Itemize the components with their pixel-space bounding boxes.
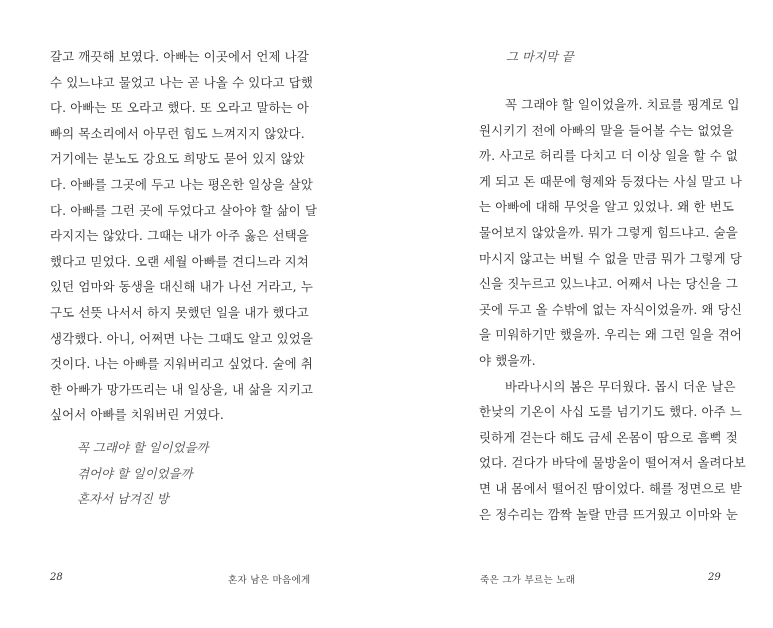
text-line: 면 내 몸에서 떨어진 땀이었다. 해를 정면으로 받 xyxy=(479,480,742,496)
text-line: 한 아빠가 망가뜨리는 내 일상을, 내 삶을 지키고 xyxy=(50,381,313,397)
text-line: 었다. 걷다가 바닥에 물방울이 떨어져서 올려다보 xyxy=(479,455,746,471)
text-line: 다. 아빠를 그곳에 두고 나는 평온한 일상을 살았 xyxy=(50,176,313,192)
left-page xyxy=(0,0,386,628)
text-line: 릿하게 걷는다 해도 금세 온몸이 땀으로 흠뻑 젖 xyxy=(479,429,738,445)
text-line: 마시지 않고는 버틸 수 없을 만큼 뭐가 그렇게 당 xyxy=(479,250,742,266)
text-line: 야 했을까. xyxy=(479,352,536,368)
poem-verse xyxy=(77,435,209,512)
page-number: 29 xyxy=(708,572,721,583)
text-line: 은 정수리는 깜짝 놀랄 만큼 뜨거웠고 이마와 눈 xyxy=(479,506,738,522)
text-line: 꼭 그래야 할 일이었을까. 치료를 핑계로 입 xyxy=(505,97,740,112)
text-line: 거기에는 분노도 강요도 희망도 묻어 있지 않았 xyxy=(50,151,305,167)
text-line: 게 되고 돈 때문에 형제와 등졌다는 사실 말고 나 xyxy=(479,173,742,189)
text-line: 한낮의 기온이 사십 도를 넘기기도 했다. 아주 느 xyxy=(479,404,742,420)
text-line: 까. 사고로 허리를 다치고 더 이상 일을 할 수 없 xyxy=(479,148,739,164)
text-line: 것이다. 나는 아빠를 지워버리고 싶었다. 술에 취 xyxy=(50,356,313,372)
text-line: 라지지는 않았다. 그때는 내가 아주 옳은 선택을 xyxy=(50,228,309,244)
poem-line: 혼자서 남겨진 방 xyxy=(77,491,169,507)
right-page xyxy=(386,0,773,628)
left-body-text xyxy=(50,44,317,428)
text-line: 는 아빠에 대해 무엇을 알고 있었나. 왜 한 번도 xyxy=(479,199,734,215)
page-number: 28 xyxy=(50,572,63,583)
poem-line: 꼭 그래야 할 일이었을까 xyxy=(77,440,209,455)
text-line: 원시키기 전에 아빠의 말을 들어볼 수는 없었을 xyxy=(479,122,734,138)
text-line: 수 있느냐고 물었고 나는 곧 나올 수 있다고 답했 xyxy=(50,74,313,90)
text-line: 다. 아빠는 또 오라고 했다. 또 오라고 말하는 아 xyxy=(50,100,310,116)
poem-line: 겪어야 할 일이었을까 xyxy=(77,465,193,481)
text-line: 있던 엄마와 동생을 대신해 내가 나선 거라고, 누 xyxy=(50,279,313,295)
running-title: 혼자 남은 마음에게 xyxy=(228,575,311,586)
running-title: 죽은 그가 부르는 노래 xyxy=(480,575,576,586)
text-line: 싶어서 아빠를 치워버린 거였다. xyxy=(50,407,224,423)
text-line: 생각했다. 아니, 어쩌면 나는 그때도 알고 있었을 xyxy=(50,330,313,346)
text-line: 갈고 깨끗해 보였다. 아빠는 이곳에서 언제 나갈 xyxy=(50,49,309,64)
poem-line-top: 그 마지막 끝 xyxy=(506,49,574,64)
text-line: 물어보지 않았을까. 뭐가 그렇게 힘드냐고. 술을 xyxy=(479,224,738,240)
text-line: 빠의 목소리에서 아무런 힘도 느껴지지 않았다. xyxy=(50,125,305,141)
text-line: 을 미워하기만 했을까. 우리는 왜 그런 일을 겪어 xyxy=(479,327,742,343)
text-line: 곳에 두고 올 수밖에 없는 자식이었을까. 왜 당신 xyxy=(479,301,742,317)
text-line: 바라나시의 봄은 무더웠다. 몹시 더운 날은 xyxy=(505,378,736,394)
text-line: 다. 아빠를 그런 곳에 두었다고 살아야 할 삶이 달 xyxy=(50,202,318,218)
text-line: 구도 선뜻 나서서 하지 못했던 일을 내가 했다고 xyxy=(50,304,309,320)
text-line: 했다고 믿었다. 오랜 세월 아빠를 견디느라 지쳐 xyxy=(50,253,309,269)
right-body-text xyxy=(479,92,746,527)
text-line: 신을 짓누르고 있느냐고. 어째서 나는 당신을 그 xyxy=(479,276,738,292)
